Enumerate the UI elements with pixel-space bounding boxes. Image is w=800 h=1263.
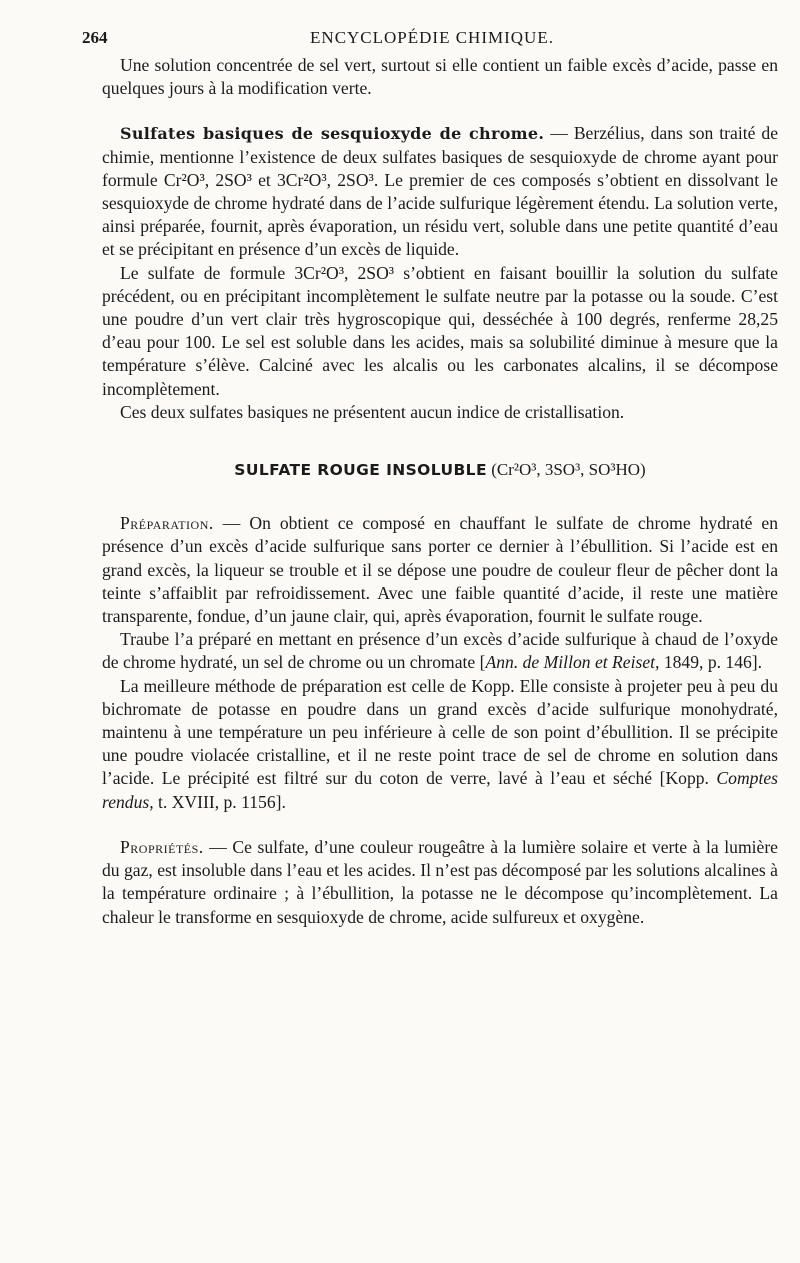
- paragraph-no-crystallisation: Ces deux sulfates basiques ne présentent aucun indice de cristallisation.: [120, 401, 625, 422]
- paragraph-preparation: [102, 512, 778, 628]
- paragraph-properties: [102, 836, 778, 929]
- paragraph-text: Traube l’a préparé en mettant en présence d’un excès d’acide sulfurique à chaud de l’oxyde de chrome hydraté, un sel de chrome ou un chromate [: [102, 629, 778, 673]
- properties-lead: Propriétés.: [120, 836, 204, 857]
- page-header: [82, 28, 782, 52]
- reference-rest: 1849, p. 146].: [659, 652, 763, 673]
- reference-title: Ann. de Millon et Reiset,: [485, 652, 660, 673]
- paragraph-formula-sulfate: Le sulfate de formule 3Cr²O³, 2SO³ s’obtient en faisant bouillir la solution du sulfate précédent, ou en précipitant incomplètement le sulfate neutre par la potasse ou la soude. C’est une poudre d’un vert clair très hygroscopique qui, desséchée à 100 degrés, renferme 28,25 d’eau pour 100. Le sel est soluble dans les acides, mais sa solubilité diminue à mesure que la température s’élève. Calciné avec les alcalis ou les carbonates alcalins, il se décompose incomplètement.: [102, 262, 778, 399]
- paragraph-basic-sulfates: [102, 122, 778, 261]
- paragraph-kopp: [102, 675, 778, 814]
- section-title: [102, 458, 778, 482]
- section-title-text: SULFATE ROUGE INSOLUBLE: [234, 461, 487, 480]
- paragraph-traube: [102, 628, 778, 674]
- preparation-lead: Préparation.: [120, 513, 214, 534]
- paragraph-text: — Ce sulfate, d’une couleur rougeâtre à la lumière solaire et verte à la lumière du gaz, est insoluble dans l’eau et les acides. Il n’est pas décomposé par les solutions alcalines à la température ordinaire ; à l’ébullition, la potasse ne le décompose qu’incomplètement. La chaleur le transforme en sesquioxyde de chrome, acide sulfureux et oxygène.: [102, 836, 778, 927]
- section-title-formula: (Cr²O³, 3SO³, SO³HO): [486, 460, 646, 480]
- body-text: [102, 54, 778, 929]
- reference-rest: t. XVIII, p. 1156].: [153, 791, 286, 812]
- paragraph-intro: Une solution concentrée de sel vert, surtout si elle contient un faible excès d’acide, passe en quelques jours à la modification verte.: [102, 55, 778, 99]
- paragraph-text: — Berzélius, dans son traité de chimie, mentionne l’existence de deux sulfates basiques de sesquioxyde de chrome ayant pour formule Cr²O³, 2SO³ et 3Cr²O³, 2SO³. Le premier de ces composés s’obtient en dissolvant le sesquioxyde de chrome hydraté dans de l’acide sulfurique légèrement étendu. La solution verte, ainsi préparée, fournit, après évaporation, un résidu vert, soluble dans une petite quantité d’eau et se précipitant en présence d’un excès de liquide.: [102, 123, 779, 260]
- paragraph-text: — On obtient ce composé en chauffant le sulfate de chrome hydraté en présence d’un excès d’acide sulfurique sans porter ce dernier à l’ébullition. Si l’acide est en grand excès, la liqueur se trouble et il se dépose une poudre de couleur fleur de pêcher dont la teinte s’affaiblit par refroidissement. Avec une faible quantité d’acide, il reste une matière transparente, fondue, d’un jaune clair, qui, après évaporation, fournit le sulfate rouge.: [102, 513, 778, 627]
- reference-title: Comptes rendus,: [102, 768, 778, 812]
- page-number: 264: [82, 28, 108, 47]
- running-head: ENCYCLOPÉDIE CHIMIQUE.: [310, 28, 554, 47]
- run-in-heading: Sulfates basiques de sesquioxyde de chrome.: [120, 124, 545, 144]
- paragraph-text: La meilleure méthode de préparation est celle de Kopp. Elle consiste à projeter peu à peu du bichromate de potasse en poudre dans un grand excès d’acide sulfurique monohydraté, maintenu à une température un peu inférieure à celle de son point d’ébullition. Il se précipite une poudre violacée cristalline, et il ne reste point trace de sel de chrome en solution dans l’acide. Le précipité est filtré sur du coton de verre, lavé à l’eau et séché [Kopp.: [102, 675, 778, 789]
